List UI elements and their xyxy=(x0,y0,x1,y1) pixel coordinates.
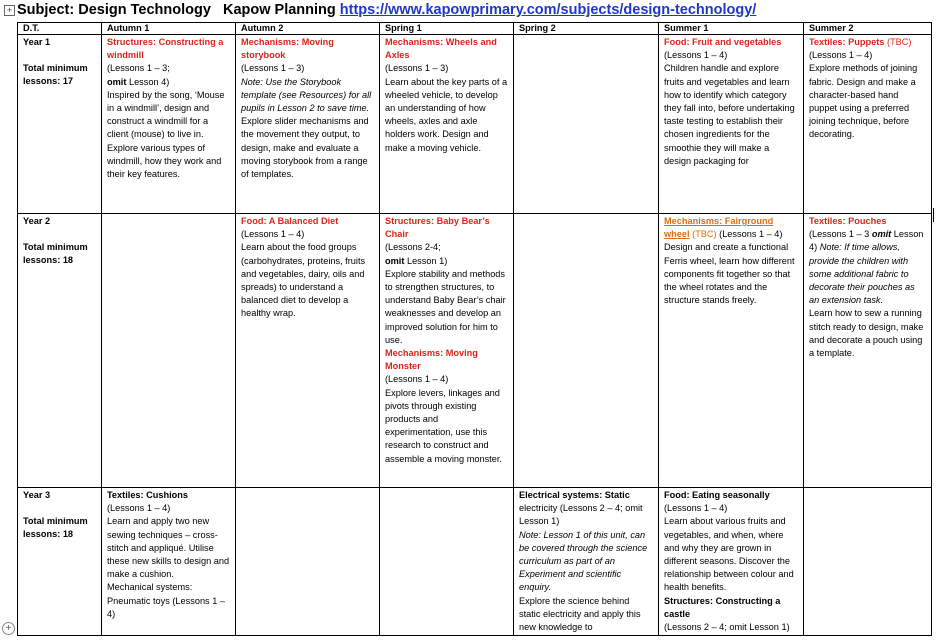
unit-description: Learn and apply two new sewing techniques – cross-stitch and appliqué. Utilise these new skills to design and make a cushion. xyxy=(107,516,230,580)
unit-title: Textiles: Pouches xyxy=(809,216,887,226)
subject-title: Subject: Design Technology xyxy=(17,2,211,18)
year1-summer2-cell xyxy=(804,35,932,214)
unit-lessons: electricity (Lessons 2 – 4; omit Lesson 1) xyxy=(519,503,643,527)
year2-spring1-cell xyxy=(380,214,514,488)
header-spring2: Spring 2 xyxy=(514,23,659,35)
year3-min-a: Total minimum xyxy=(23,516,88,527)
header-spring1: Spring 1 xyxy=(380,23,514,35)
unit-description: Learn how to sew a running stitch ready to design, make and decorate a pouch using a template. xyxy=(809,308,924,359)
unit-lessons: (Lessons 1 – 4) xyxy=(664,50,728,61)
year2-label-cell xyxy=(18,214,102,488)
year3-min-b: lessons: 18 xyxy=(23,529,74,540)
year1-autumn2-cell xyxy=(236,35,380,214)
year3-autumn1-cell xyxy=(102,488,236,636)
unit-description: Explore methods of joining fabric. Design and make a character-based hand puppet using a preferred joining technique, before decorating. xyxy=(809,63,918,140)
year2-spring2-cell xyxy=(514,214,659,488)
year1-min-a: Total minimum xyxy=(23,63,88,74)
unit-lessons: (Lessons 1 – 3; xyxy=(107,63,170,74)
header-row xyxy=(18,23,932,35)
unit-lessons-2: (Lessons 1 – 4) xyxy=(385,374,449,385)
year1-spring2-cell xyxy=(514,35,659,214)
year1-autumn1-cell xyxy=(102,35,236,214)
unit-lessons: (Lessons 1 – 4) xyxy=(664,503,728,514)
move-handle-icon[interactable]: + xyxy=(4,5,15,16)
unit-lessons: (Lessons 1 – 3) xyxy=(241,63,305,74)
unit-omit: omit Lesson 4) xyxy=(107,76,170,87)
year3-label: Year 3 xyxy=(23,490,51,500)
year2-min-b: lessons: 18 xyxy=(23,255,74,266)
year3-spring1-cell xyxy=(380,488,514,636)
header-autumn1: Autumn 1 xyxy=(102,23,236,35)
unit-description: Explore the science behind static electricity and apply this new knowledge to xyxy=(519,595,641,633)
year1-label-cell xyxy=(18,35,102,214)
unit-title: Structures: Constructing a windmill xyxy=(107,37,224,61)
unit-description: Design and create a functional Ferris wheel, learn how different components fit together so that the wheel rotates and the structure stands freely. xyxy=(664,242,795,306)
year1-label: Year 1 xyxy=(23,37,51,47)
unit-lessons-2: (Lessons 2 – 4; omit Lesson 1) xyxy=(664,622,790,633)
year1-spring1-cell xyxy=(380,35,514,214)
unit-title: Textiles: Cushions xyxy=(107,490,188,500)
unit-lessons: (Lessons 2-4; xyxy=(385,242,441,253)
year2-min-a: Total minimum xyxy=(23,242,88,253)
unit-lessons: (Lessons 1 – 3 xyxy=(809,229,872,240)
unit-lessons: (Lessons 1 – 3) xyxy=(385,63,449,74)
unit-title: Electrical systems: Static xyxy=(519,490,630,500)
year3-spring2-cell xyxy=(514,488,659,636)
tbc-tag: (TBC) xyxy=(689,229,717,240)
unit-title: Structures: Baby Bear’s Chair xyxy=(385,216,490,240)
unit-description: Children handle and explore fruits and vegetables and learn how to identify which category they fall into, before undertaking taste testing to establish their chosen ingredients for the smoothie they will make a design packaging for xyxy=(664,63,795,166)
year2-autumn1-cell xyxy=(102,214,236,488)
table-row-year1 xyxy=(18,35,932,214)
year2-autumn2-cell xyxy=(236,214,380,488)
table-row-year2 xyxy=(18,214,932,488)
year3-label-cell xyxy=(18,488,102,636)
unit-title: Food: Fruit and vegetables xyxy=(664,37,782,47)
year2-summer1-cell xyxy=(659,214,804,488)
unit-lessons: (Lessons 1 – 4) xyxy=(241,229,305,240)
document-title xyxy=(4,2,756,22)
curriculum-table xyxy=(17,22,932,636)
add-row-icon[interactable]: + xyxy=(2,622,15,635)
year3-summer1-cell xyxy=(659,488,804,636)
year1-min-b: lessons: 17 xyxy=(23,76,74,87)
unit-note: Note: Use the Storybook template (see Resources) for all pupils in Lesson 2 to save time. xyxy=(241,76,372,114)
year3-autumn2-cell xyxy=(236,488,380,636)
unit-note: Note: If time allows, provide the children with some additional fabric to decorate their pouches as an extension task. xyxy=(809,242,915,306)
unit-title: Mechanisms: Fairground wheel xyxy=(664,216,774,240)
table-row-year3 xyxy=(18,488,932,636)
year2-label: Year 2 xyxy=(23,216,51,226)
unit-description: Explore slider mechanisms and the movement they output, to design, make and evaluate a moving storybook from a range of templates. xyxy=(241,116,369,180)
unit-title: Mechanisms: Wheels and Axles xyxy=(385,37,497,61)
year2-summer2-cell: Textiles: Pouches (Lessons 1 – 3 omit Lesson 4) Note: If time allows, provide the children with some additional fabric to decorate their pouches as an extension task. Learn how to sew a running stitch ready to design, make and decorate a pouch using a template. xyxy=(804,214,932,488)
unit-note: Note: Lesson 1 of this unit, can be covered through the science curriculum as part of an Experiment and scientific enquiry. xyxy=(519,529,648,593)
header-dt: D.T. xyxy=(18,23,102,35)
text-cursor xyxy=(933,208,934,222)
header-summer2: Summer 2 xyxy=(804,23,932,35)
unit-description: Learn about the food groups (carbohydrates, proteins, fruits and vegetables, dairy, oils and spreads) to understand a balanced diet to develop a healthy wrap. xyxy=(241,242,366,319)
header-summer1: Summer 1 xyxy=(659,23,804,35)
year3-summer2-cell xyxy=(804,488,932,636)
unit-title: Mechanisms: Moving storybook xyxy=(241,37,334,61)
unit-title: Textiles: Puppets xyxy=(809,37,885,47)
kapow-link[interactable]: https://www.kapowprimary.com/subjects/design-technology/ xyxy=(339,2,757,18)
unit-description-2: Explore levers, linkages and pivots through existing products and experimentation, use this research to construct and assemble a moving monster. xyxy=(385,387,502,464)
unit-lessons: (Lessons 1 – 4) xyxy=(107,503,171,514)
planning-title: Kapow Planning xyxy=(222,2,336,18)
unit-description: Learn about the key parts of a wheeled vehicle, to develop an understanding of how wheels, axles and axle holders work. Design and make a moving vehicle. xyxy=(385,76,508,153)
unit-title: Food: Eating seasonally xyxy=(664,490,770,500)
unit-lessons: (Lessons 1 – 4) xyxy=(809,50,873,61)
unit-title: Food: A Balanced Diet xyxy=(241,216,339,226)
unit-title-2: Mechanical systems: Pneumatic toys (Lessons 1 – 4) xyxy=(107,582,225,619)
unit-lessons: (Lessons 1 – 4) xyxy=(716,229,783,240)
unit-description: Learn about various fruits and vegetables, and when, where and why they are grown in different seasons. Discover the relationship between colour and health benefits. xyxy=(664,516,794,593)
header-autumn2: Autumn 2 xyxy=(236,23,380,35)
unit-title-2: Mechanisms: Moving Monster xyxy=(385,348,478,372)
unit-omit: omit Lesson 1) xyxy=(385,255,448,266)
tbc-tag: (TBC) xyxy=(884,37,912,47)
unit-description: Inspired by the song, ‘Mouse in a windmill’, design and construct a windmill for a client (mouse) to live in. Explore various types of windmill, how they work and their key features. xyxy=(107,89,225,180)
unit-title-2: Structures: Constructing a castle xyxy=(664,595,781,619)
year1-summer1-cell xyxy=(659,35,804,214)
unit-description: Explore stability and methods to strengthen structures, to understand Baby Bear’s chair weaknesses and develop an improved solution for him to use. xyxy=(385,268,506,345)
